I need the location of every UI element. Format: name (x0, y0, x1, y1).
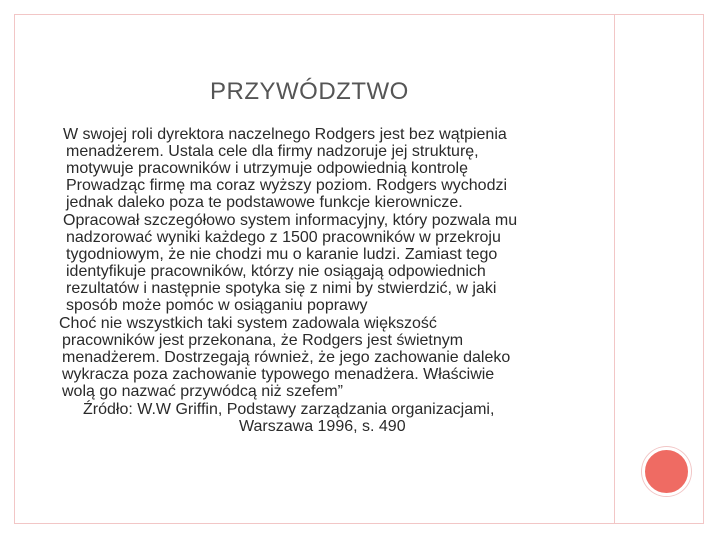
paragraph-3-line: Choć nie wszystkich taki system zadowala większość (59, 315, 437, 332)
paragraph-3 (59, 315, 673, 400)
decorative-circle (642, 447, 691, 496)
paragraph-1-line: motywuje pracowników i utrzymuje odpowiednią kontrolę (66, 160, 468, 177)
paragraph-3-line: menadżerem. Dostrzegają również, że jego zachowanie daleko (62, 349, 511, 366)
paragraph-2-line: identyfikuje pracowników, którzy nie osiągają odpowiednich (66, 263, 486, 280)
paragraph-3-line: wolą go nazwać przywódcą niż szefem” (62, 383, 344, 400)
paragraph-1 (63, 126, 677, 211)
paragraph-2-line: nadzorować wyniki każdego z 1500 pracowników w przekroju (66, 229, 501, 246)
paragraph-2-line: sposób może pomóc w osiąganiu poprawy (66, 297, 368, 314)
paragraph-3-line: pracowników jest przekonana, że Rodgers jest świetnym (62, 332, 464, 349)
paragraph-1-line: menadżerem. Ustala cele dla firmy nadzoruje jej strukturę, (66, 143, 479, 160)
slide-title: PRZYWÓDZTWO (210, 78, 409, 105)
source-line: Warszawa 1996, s. 490 (239, 418, 406, 435)
source-line: Źródło: W.W Griffin, Podstawy zarządzania organizacjami, (83, 401, 495, 418)
paragraph-1-line: Prowadząc firmę ma coraz wyższy poziom. Rodgers wychodzi (66, 177, 508, 194)
paragraph-2-line: Opracował szczegółowo system informacyjny, który pozwala mu (63, 212, 518, 229)
paragraph-3-line: wykracza poza zachowanie typowego menadżera. Właściwie (62, 366, 495, 383)
paragraph-2 (63, 212, 677, 314)
source-citation (83, 401, 697, 435)
paragraph-1-line: jednak daleko poza te podstawowe funkcje kierownicze. (66, 194, 463, 211)
paragraph-2-line: tygodniowym, że nie chodzi mu o karanie ludzi. Zamiast tego (66, 246, 498, 263)
paragraph-1-line: W swojej roli dyrektora naczelnego Rodgers jest bez wątpienia (63, 126, 507, 143)
slide-body (0, 126, 614, 436)
paragraph-2-line: rezultatów i następnie spotyka się z nimi by stwierdzić, w jaki (66, 280, 497, 297)
